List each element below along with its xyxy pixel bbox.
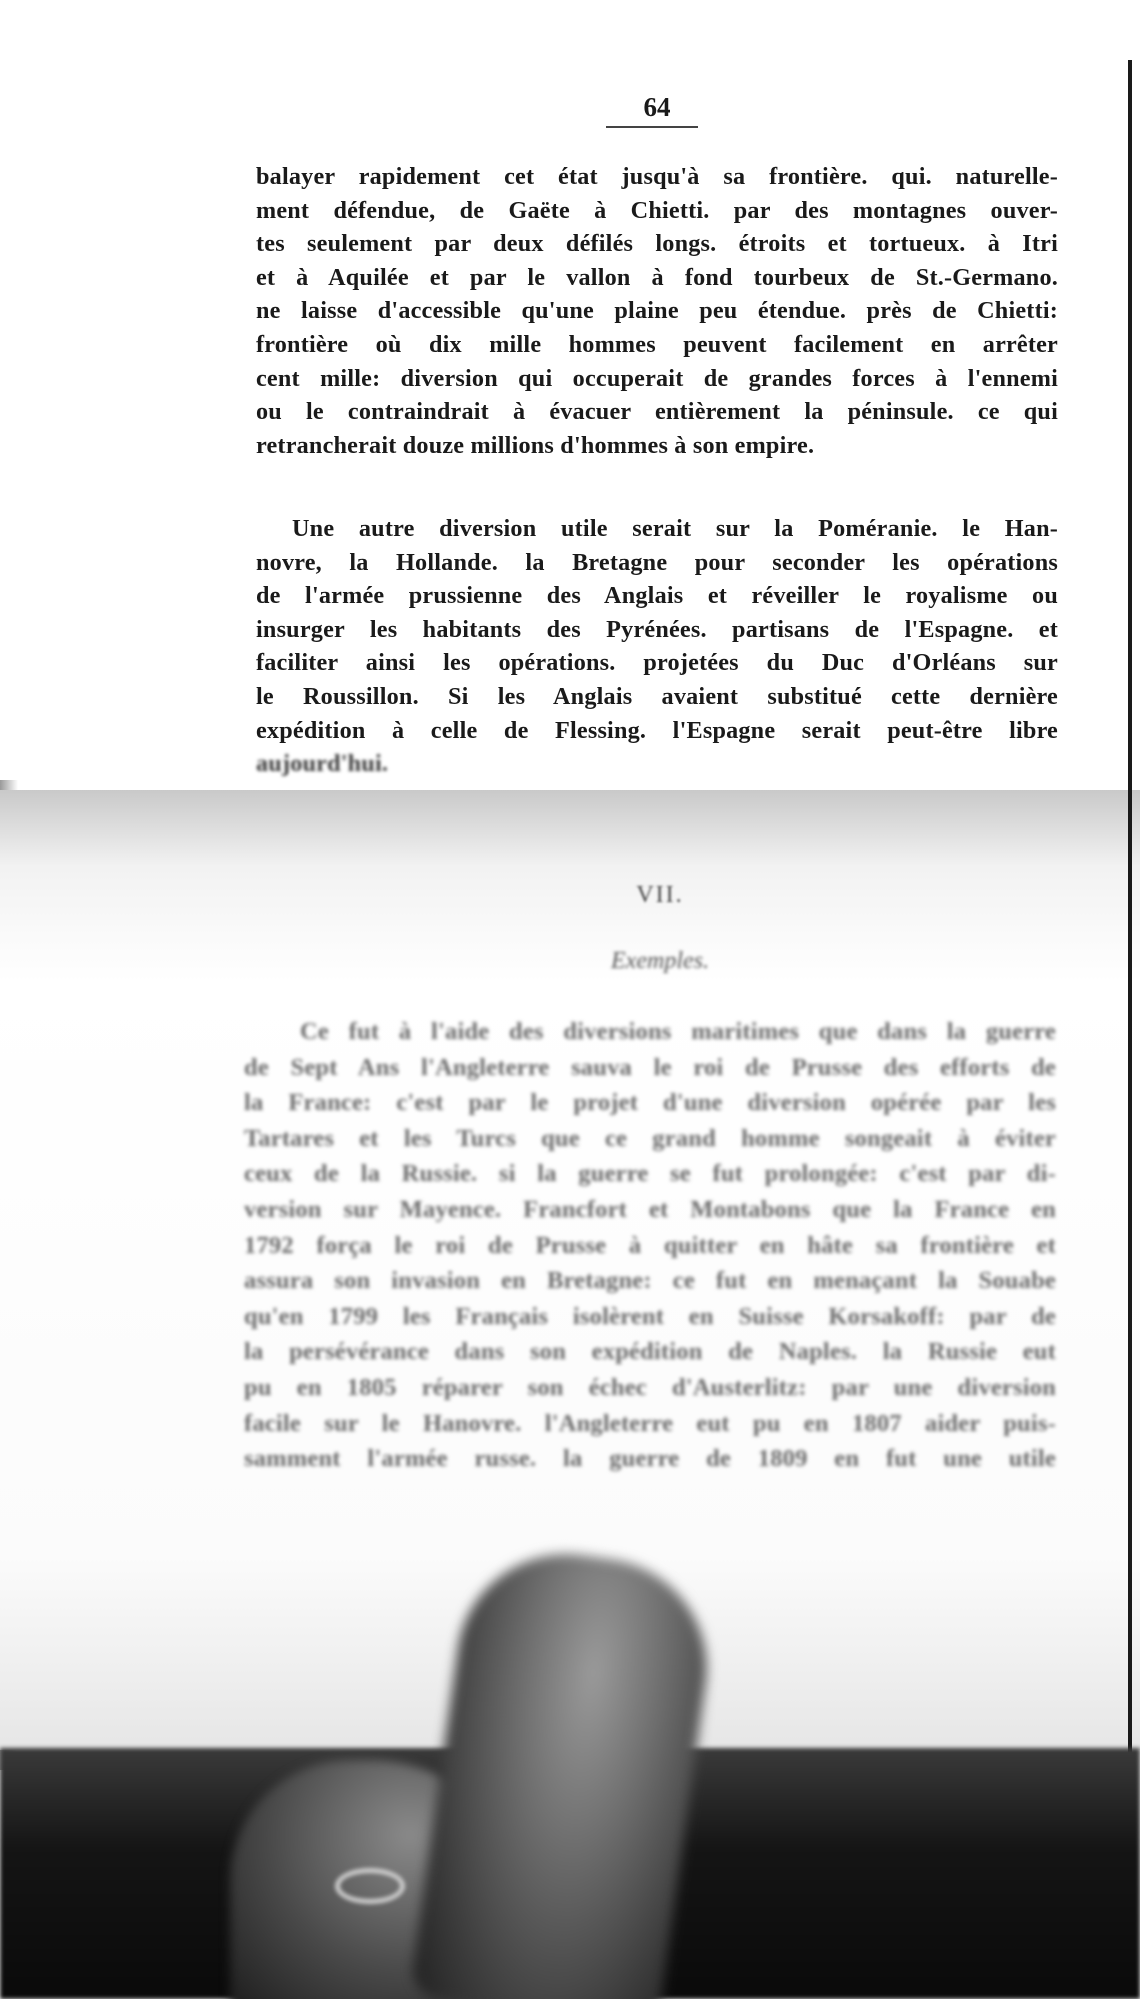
text-line: de l'armée prussienne des Anglais et réveiller le royalisme ou bbox=[256, 582, 1058, 610]
ring bbox=[335, 1868, 405, 1904]
text-line: la France: c'est par le projet d'une diversion opérée par les bbox=[244, 1089, 1056, 1117]
section-title: Exemples. bbox=[611, 948, 709, 974]
text-line: retrancherait douze millions d'hommes à son empire. bbox=[256, 431, 815, 459]
text-line: faciliter ainsi les opérations. projetées du Duc d'Orléans sur bbox=[256, 649, 1058, 677]
paragraph-2 bbox=[256, 512, 1058, 781]
text-line: aujourd'hui. bbox=[256, 750, 389, 778]
text-line: Ce fut à l'aide des diversions maritimes que dans la guerre bbox=[300, 1018, 1056, 1045]
section-number: VII. bbox=[636, 882, 684, 908]
text-line: pu en 1805 réparer son échec d'Austerlitz: par une diversion bbox=[244, 1373, 1056, 1401]
text-line: assura son invasion en Bretagne: ce fut en menaçant la Souabe bbox=[244, 1267, 1056, 1295]
text-line: cent mille: diversion qui occuperait de grandes forces à l'ennemi bbox=[256, 364, 1058, 392]
page-number-rule bbox=[606, 126, 698, 128]
text-line: 1792 força le roi de Prusse à quitter en hâte sa frontière et bbox=[244, 1231, 1056, 1259]
text-line: insurger les habitants des Pyrénées. partisans de l'Espagne. et bbox=[256, 615, 1058, 643]
section-paragraph bbox=[244, 1014, 1056, 1477]
text-line: balayer rapidement cet état jusqu'à sa frontière. qui. naturelle- bbox=[256, 163, 1058, 190]
text-line: Une autre diversion utile serait sur la Poméranie. le Han- bbox=[292, 515, 1058, 542]
text-line: et à Aquilée et par le vallon à fond tourbeux de St.-Germano. bbox=[256, 263, 1058, 291]
text-line: ou le contraindrait à évacuer entièrement la péninsule. ce qui bbox=[256, 398, 1058, 426]
text-line: de Sept Ans l'Angleterre sauva le roi de Prusse des efforts de bbox=[244, 1053, 1056, 1081]
text-line: la persévérance dans son expédition de Naples. la Russie eut bbox=[244, 1338, 1056, 1366]
text-line: ceux de la Russie. si la guerre se fut prolongée: c'est par di- bbox=[244, 1160, 1056, 1188]
page-number: 64 bbox=[643, 92, 671, 122]
text-line: version sur Mayence. Francfort et Montabons que la France en bbox=[244, 1195, 1056, 1223]
text-line: facile sur le Hanovre. l'Angleterre eut pu en 1807 aider puis- bbox=[244, 1409, 1056, 1437]
paragraph-1 bbox=[256, 160, 1058, 462]
book-edge bbox=[1128, 60, 1132, 1950]
text-line: ment défendue, de Gaëte à Chietti. par des montagnes ouver- bbox=[256, 196, 1058, 224]
text-line: le Roussillon. Si les Anglais avaient substitué cette dernière bbox=[256, 682, 1058, 710]
text-line: novre, la Hollande. la Bretagne pour seconder les opérations bbox=[256, 548, 1058, 576]
text-line: expédition à celle de Flessing. l'Espagne serait peut-être libre bbox=[256, 716, 1058, 744]
text-line: ne laisse d'accessible qu'une plaine peu étendue. près de Chietti: bbox=[256, 297, 1058, 325]
text-line: qu'en 1799 les Français isolèrent en Suisse Korsakoff: par de bbox=[244, 1302, 1056, 1330]
text-line: frontière où dix mille hommes peuvent facilement en arrêter bbox=[256, 330, 1058, 358]
text-line: samment l'armée russe. la guerre de 1809 en fut une utile bbox=[244, 1445, 1056, 1473]
text-line: Tartares et les Turcs que ce grand homme songeait à éviter bbox=[244, 1124, 1056, 1152]
text-line: tes seulement par deux défilés longs. étroits et tortueux. à Itri bbox=[256, 230, 1058, 258]
